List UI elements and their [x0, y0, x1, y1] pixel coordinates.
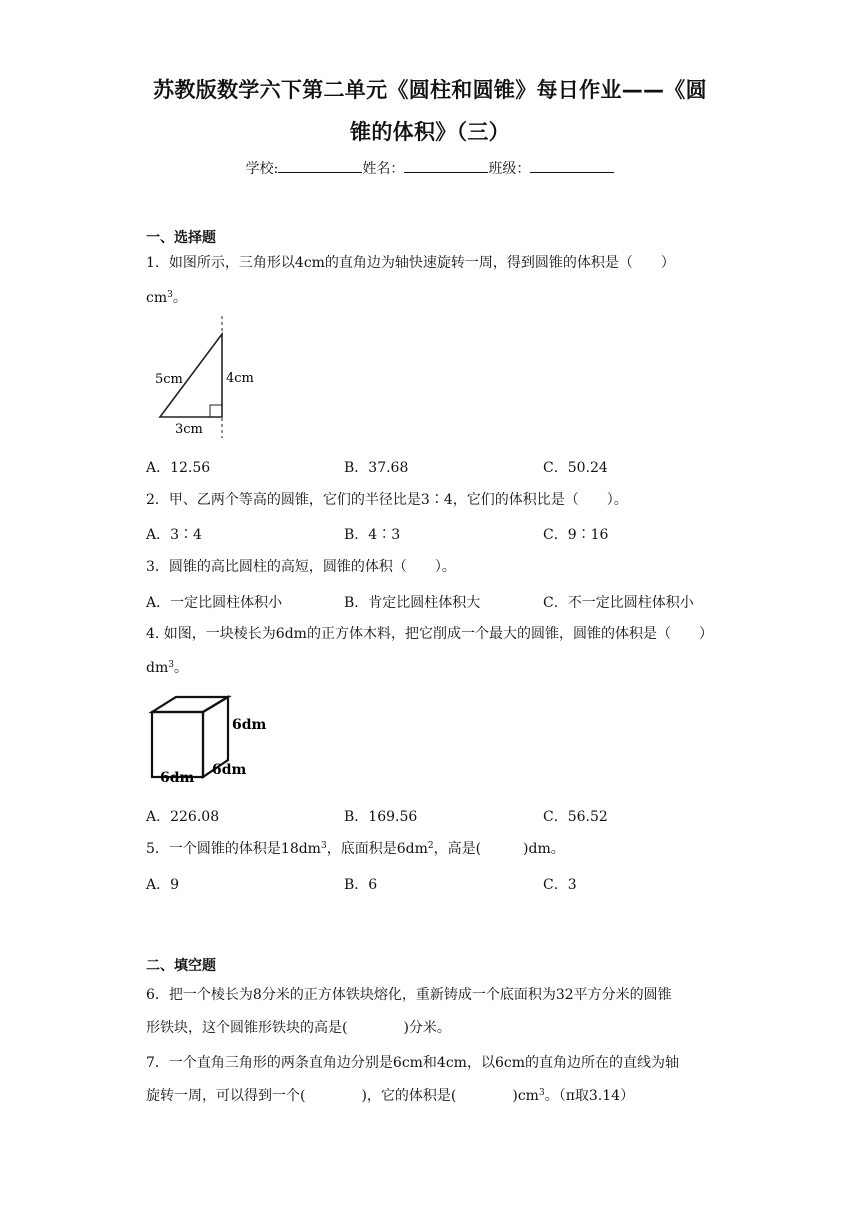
cube-front-edge-label: 6dm [160, 770, 195, 786]
section-choice-heading: 一、选择题 [146, 230, 216, 246]
vertical-leg-label: 4cm [226, 371, 254, 386]
question-1-triangle-figure [150, 314, 270, 439]
q1-option-a[interactable]: A．12.56 [146, 460, 211, 476]
q4-option-b[interactable]: B．169.56 [344, 809, 418, 825]
q2-option-c[interactable]: C．9∶16 [543, 527, 609, 543]
q3-option-c[interactable]: C．不一定比圆柱体积小 [543, 595, 694, 611]
student-info [0, 158, 860, 178]
q5-option-b[interactable]: B．6 [344, 877, 378, 893]
q2-option-a[interactable]: A．3∶4 [146, 527, 202, 543]
question-4-unit [146, 658, 188, 678]
cube-right-edge-label: 6dm [232, 717, 267, 733]
question-5-text [146, 839, 565, 859]
q7-exp: 3 [538, 1088, 545, 1098]
q4-unit: dm [146, 660, 169, 676]
q1-option-c[interactable]: C．50.24 [543, 460, 608, 476]
q5-option-a[interactable]: A．9 [146, 877, 180, 893]
question-2-text: 2．甲、乙两个等高的圆锥，它们的半径比是3∶4，它们的体积比是（ ）。 [146, 492, 628, 508]
class-blank[interactable] [530, 159, 614, 173]
q1-unit-tail: 。 [172, 290, 187, 306]
question-6-line-2: 形铁块，这个圆锥形铁块的高是( )分米。 [146, 1020, 451, 1036]
q4-unit-exp: 3 [168, 660, 174, 670]
title-line-1: 苏教版数学六下第二单元《圆柱和圆锥》每日作业——《圆 [153, 78, 707, 102]
school-label: 学校: [245, 161, 279, 177]
question-4-text: 4. 如图，一块棱长为6dm的正方体木料，把它削成一个最大的圆锥，圆锥的体积是（ ） [146, 626, 713, 642]
q5-option-c[interactable]: C．3 [543, 877, 577, 893]
q1-unit-exp: 3 [167, 290, 173, 300]
q5-exp-1: 3 [320, 841, 327, 851]
q2-option-b[interactable]: B．4∶3 [344, 527, 401, 543]
question-1-unit [146, 288, 187, 308]
name-label: 姓名： [362, 161, 405, 177]
q1-option-b[interactable]: B．37.68 [344, 460, 409, 476]
class-label: 班级： [488, 161, 531, 177]
q5-exp-2: 2 [427, 841, 434, 851]
q3-option-b[interactable]: B．肯定比圆柱体积大 [344, 595, 481, 611]
question-7-line-1: 7．一个直角三角形的两条直角边分别是6cm和4cm，以6cm的直角边所在的直线为轴 [146, 1055, 679, 1071]
question-3-text: 3．圆锥的高比圆柱的高短，圆锥的体积（ ）。 [146, 559, 456, 575]
question-1-text: 1．如图所示，三角形以4cm的直角边为轴快速旋转一周，得到圆锥的体积是（ ） [146, 255, 675, 271]
cube-side-edge-label: 6dm [212, 762, 247, 778]
q4-option-a[interactable]: A．226.08 [146, 809, 220, 825]
q4-option-c[interactable]: C．56.52 [543, 809, 608, 825]
section-fill-heading: 二、填空题 [146, 958, 216, 974]
q7-line-2-b: 。（π取3.14） [544, 1088, 635, 1104]
q7-line-2-a: 旋转一周，可以得到一个( )，它的体积是( )cm [146, 1088, 539, 1104]
q3-option-a[interactable]: A．一定比圆柱体积小 [146, 595, 283, 611]
question-6-line-1: 6．把一个棱长为8分米的正方体铁块熔化，重新铸成一个底面积为32平方分米的圆锥 [146, 987, 672, 1003]
q1-unit: cm [146, 290, 168, 306]
title-line-2: 锥的体积》（三） [350, 120, 510, 144]
name-blank[interactable] [404, 159, 488, 173]
q5-part-1: 5．一个圆锥的体积是18dm [146, 841, 321, 857]
school-blank[interactable] [278, 159, 362, 173]
question-4-cube-figure [146, 692, 276, 792]
hypotenuse-label: 5cm [155, 372, 183, 387]
q5-part-3: ，高是( )dm。 [433, 841, 565, 857]
base-leg-label: 3cm [175, 422, 203, 437]
right-angle-mark [210, 405, 222, 417]
question-7-line-2 [146, 1086, 634, 1106]
q5-part-2: ，底面积是6dm [326, 841, 428, 857]
q4-unit-tail: 。 [173, 660, 188, 676]
